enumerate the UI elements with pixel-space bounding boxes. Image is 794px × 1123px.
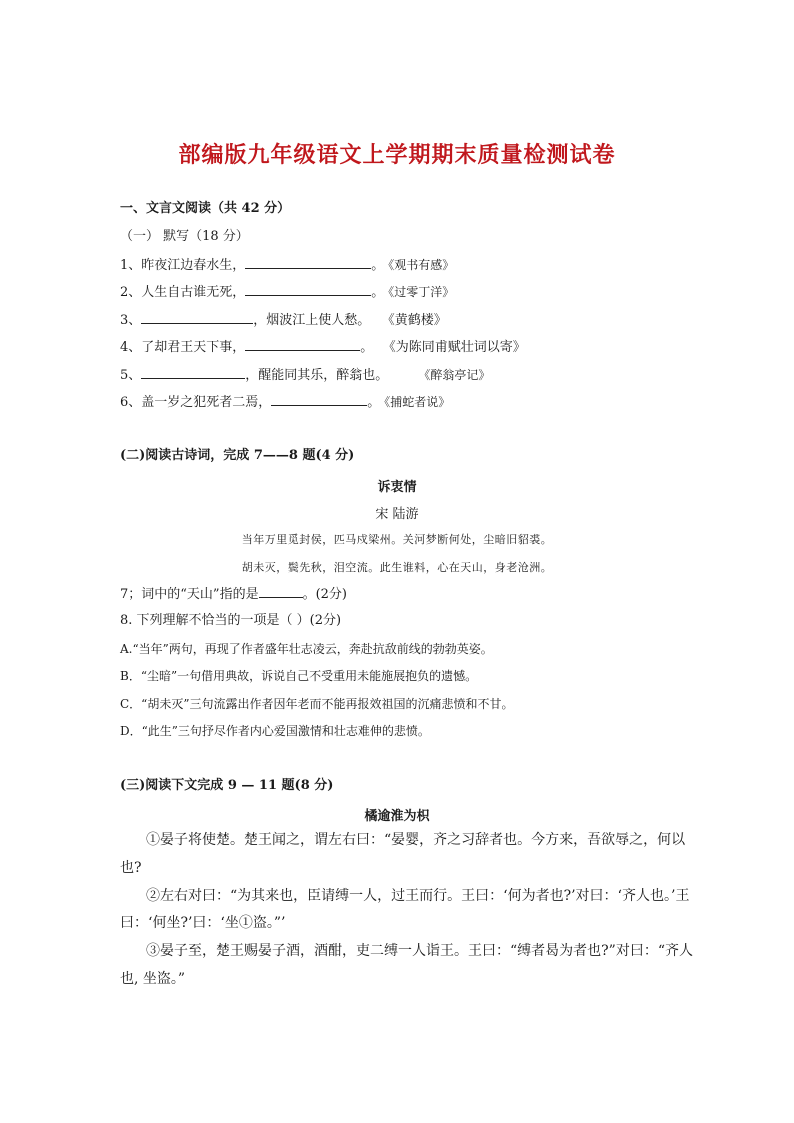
question-text: 5、 xyxy=(120,368,142,383)
question-item xyxy=(120,393,450,412)
answer-blank[interactable] xyxy=(245,283,371,296)
question-text: 。 xyxy=(371,285,385,300)
question-item xyxy=(120,585,347,604)
question-text: ，醒能同其乐， xyxy=(245,368,337,383)
question-text: 4、了却君王天下事， xyxy=(120,340,246,355)
question-text: 。 xyxy=(371,258,385,273)
answer-blank[interactable] xyxy=(245,338,360,351)
question-text: 醉翁也。 xyxy=(336,368,389,383)
paragraph-line: ③晏子至，楚王赐晏子酒，酒酣，吏二缚一人诣王。王曰：“缚者曷为者也?”对曰：“齐人 xyxy=(146,943,693,959)
source-title: 《过零丁洋》 xyxy=(388,285,455,299)
paragraph-line: ①晏子将使楚。楚王闻之，谓左右曰：“晏婴，齐之习辞者也。今方来，吾欲辱之，何以 xyxy=(146,832,686,848)
question-item xyxy=(120,311,447,330)
question-text: 6、盖一岁之犯死者二焉， xyxy=(120,395,272,410)
question-text: ，烟波江上使人愁。 xyxy=(253,313,371,328)
answer-blank[interactable] xyxy=(271,393,367,406)
section-heading: 一、文言文阅读（共 42 分） xyxy=(120,201,291,216)
option-d: D．“此生”三句抒尽作者内心爱国激情和壮志难伸的悲愤。 xyxy=(120,724,430,738)
paragraph-line: ②左右对曰：“为其来也，臣请缚一人，过王而行。王曰：‘何为者也?’对曰：‘齐人也。’王 xyxy=(146,888,690,904)
paragraph-line: 也, 坐盗。” xyxy=(120,971,186,987)
question-text: 1、昨夜江边春水生， xyxy=(120,258,246,273)
question-item xyxy=(120,283,454,302)
option-a: A.“当年”两句，再现了作者盛年壮志凌云，奔赴抗敌前线的勃勃英姿。 xyxy=(120,642,493,656)
source-title: 《为陈同甫赋壮词以寄》 xyxy=(389,340,526,355)
poem-line: 当年万里觅封侯，匹马戍梁州。关河梦断何处，尘暗旧貂裘。 xyxy=(241,533,553,546)
question-item: 8. 下列理解不恰当的一项是（ ）(2分) xyxy=(120,613,342,628)
source-title: 《黄鹤楼》 xyxy=(388,313,447,328)
question-text: 7；词中的“天山”指的是 xyxy=(120,587,259,602)
paragraph-line: 曰：‘何坐?’曰：‘坐①盗。”’ xyxy=(120,915,286,931)
paragraph-line: 也? xyxy=(120,860,142,876)
question-item xyxy=(120,256,454,275)
poem-line: 胡未灭，鬓先秋，泪空流。此生谁料，心在天山，身老沧洲。 xyxy=(241,561,553,574)
question-text: 2、人生自古谁无死， xyxy=(120,285,246,300)
answer-blank[interactable] xyxy=(245,256,371,269)
source-title: 《醉翁亭记》 xyxy=(424,368,491,382)
question-text: 。(2分) xyxy=(302,587,347,602)
answer-blank[interactable] xyxy=(259,585,303,598)
question-text: 3、 xyxy=(120,313,142,328)
text-title: 橘逾淮为枳 xyxy=(364,809,430,824)
section-heading: (二)阅读古诗词，完成 7——8 题(4 分) xyxy=(120,448,355,463)
section-heading: (三)阅读下文完成 9 — 11 题(8 分) xyxy=(120,778,334,793)
option-b: B．“尘暗”一句借用典故，诉说自己不受重用未能施展抱负的遗憾。 xyxy=(120,669,478,683)
page-title: 部编版九年级语文上学期期末质量检测试卷 xyxy=(178,142,616,168)
question-item xyxy=(120,338,526,357)
source-title: 《观书有感》 xyxy=(388,258,455,272)
subsection-heading: （一） 默写（18 分） xyxy=(120,229,249,244)
answer-blank[interactable] xyxy=(141,311,253,324)
question-text: 。 xyxy=(360,340,374,355)
option-c: C．“胡未灭”三句流露出作者因年老而不能再报效祖国的沉痛悲愤和不甘。 xyxy=(120,697,514,711)
question-item xyxy=(120,366,490,385)
poem-author: 宋 陆游 xyxy=(375,507,419,522)
answer-blank[interactable] xyxy=(141,366,245,379)
question-text: 。 xyxy=(367,395,381,410)
source-title: 《捕蛇者说》 xyxy=(384,395,451,409)
poem-title: 诉衷情 xyxy=(377,480,417,495)
